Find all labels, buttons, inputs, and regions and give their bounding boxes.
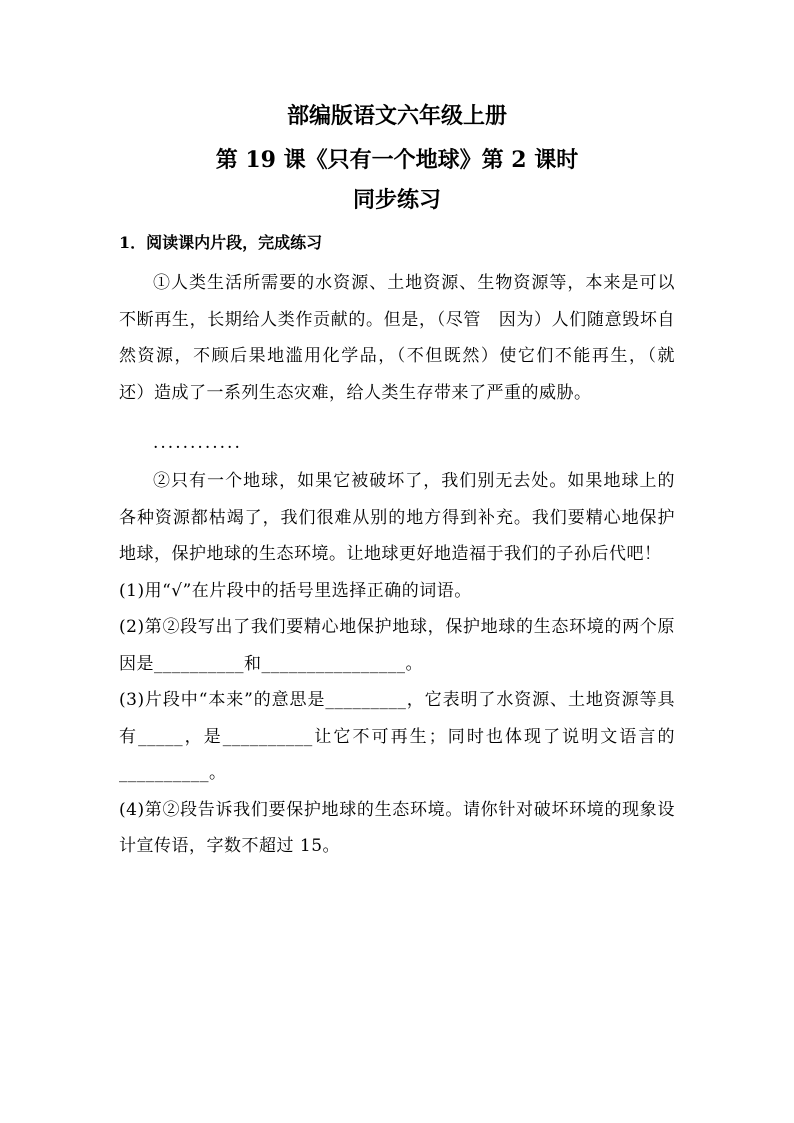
document-title: 部编版语文六年级上册 xyxy=(286,103,507,129)
question-2: (2)第②段写出了我们要精心地保护地球，保护地球的生态环境的两个原因是__________和________________。 xyxy=(119,617,675,674)
exercise-section xyxy=(119,229,693,865)
exercise-heading: 1．阅读课内片段，完成练习 xyxy=(119,233,323,252)
passage-paragraph-2: ②只有一个地球，如果它被破坏了，我们别无去处。如果地球上的各种资源都枯竭了，我们很难从别的地方得到补充。我们要精心地保护地球，保护地球的生态环境。让地球更好地造福于我们的子孙后代吧！ xyxy=(119,471,675,564)
question-3: (3)片段中“本来”的意思是_________，它表明了水资源、土地资源等具有_____，是__________让它不可再生；同时也体现了说明文语言的__________。 xyxy=(119,690,675,783)
passage-ellipsis: ............ xyxy=(153,433,242,453)
question-4: (4)第②段告诉我们要保护地球的生态环境。请你针对破坏环境的现象设计宣传语，字数不超过 15。 xyxy=(119,799,675,856)
passage-paragraph-1: ①人类生活所需要的水资源、土地资源、生物资源等，本来是可以不断再生，长期给人类作贡献的。但是，（尽管 因为）人们随意毁坏自然资源，不顾后果地滥用化学品，（不但既然）使它们不能再生，（就 还）造成了一系列生态灾难，给人类生存带来了严重的威胁。 xyxy=(119,273,693,403)
exercise-title: 同步练习 xyxy=(352,187,441,213)
lesson-title: 第 19 课《只有一个地球》第 2 课时 xyxy=(215,147,579,173)
question-1: (1)用“√”在片段中的括号里选择正确的词语。 xyxy=(119,580,472,601)
